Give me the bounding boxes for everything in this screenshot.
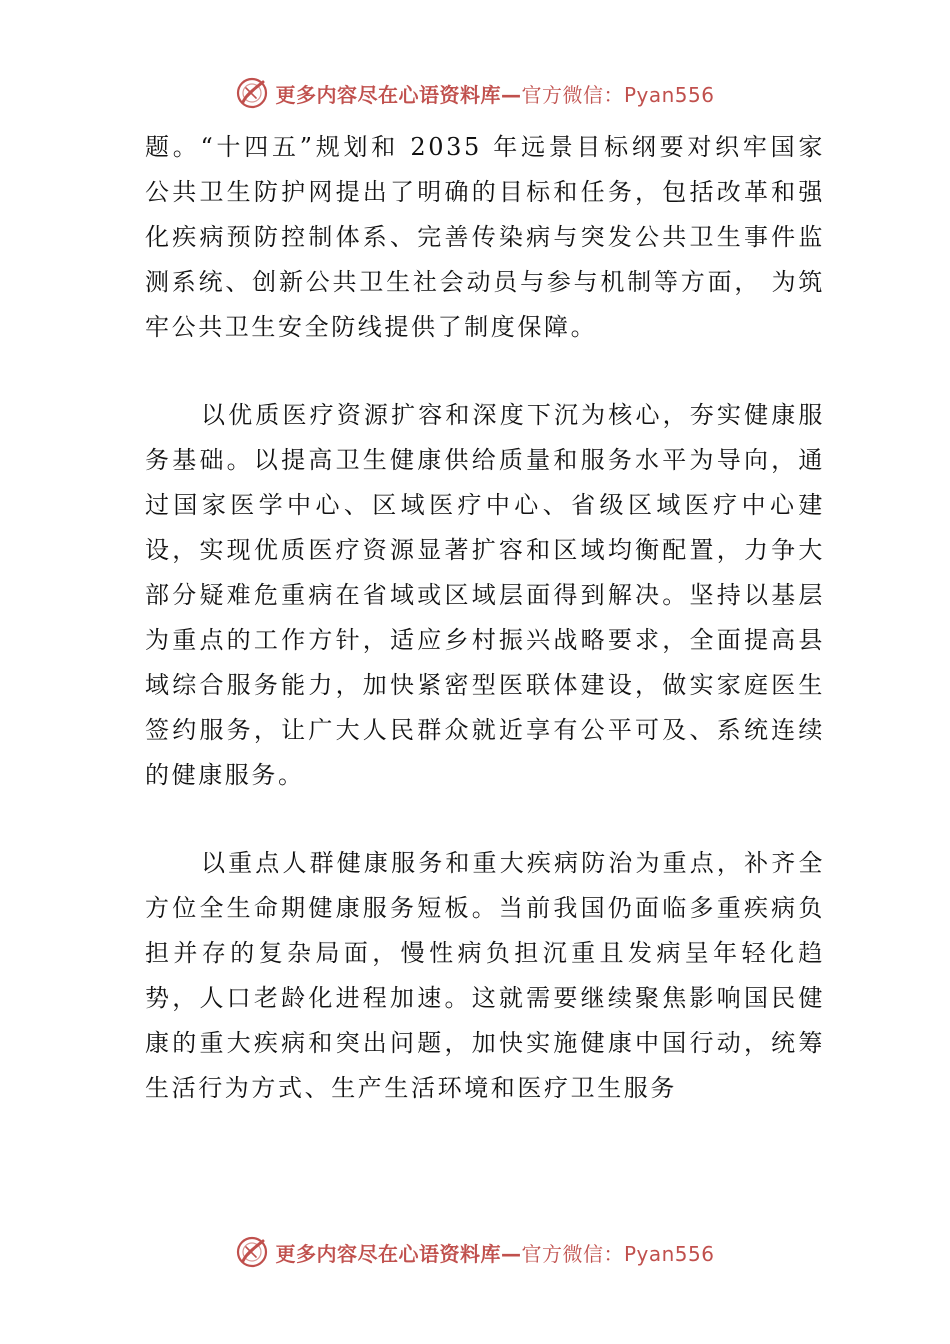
footer-watermark-text xyxy=(275,1238,714,1267)
footer-watermark-wechat: 官方微信：Pyan556 xyxy=(521,1241,715,1266)
paragraph-gap xyxy=(145,350,825,393)
header-watermark-text xyxy=(275,79,714,108)
body-paragraph-3: 以重点人群健康服务和重大疾病防治为重点，补齐全方位全生命期健康服务短板。当前我国仍面临多重疾病负担并存的复杂局面，慢性病负担沉重且发病呈年轻化趋势，人口老龄化进程加速。这就需要继续聚焦影响国民健康的重大疾病和突出问题，加快实施健康中国行动，统筹生活行为方式、生产生活环境和医疗卫生服务 xyxy=(145,849,825,1102)
document-body xyxy=(145,125,825,1111)
seal-logo-icon xyxy=(235,1235,269,1269)
header-watermark xyxy=(0,73,950,113)
footer-watermark xyxy=(0,1232,950,1272)
footer-watermark-slogan: 更多内容尽在心语资料库— xyxy=(275,1241,522,1266)
header-watermark-slogan: 更多内容尽在心语资料库— xyxy=(275,82,522,107)
paragraph-gap xyxy=(145,798,825,841)
body-paragraph-1: 题。“十四五”规划和 2035 年远景目标纲要对织牢国家公共卫生防护网提出了明确的目标和任务，包括改革和强化疾病预防控制体系、完善传染病与突发公共卫生事件监测系统、创新公共卫生社会动员与参与机制等方面， 为筑牢公共卫生安全防线提供了制度保障。 xyxy=(145,133,825,341)
header-watermark-wechat: 官方微信：Pyan556 xyxy=(521,82,715,107)
seal-logo-icon xyxy=(235,76,269,110)
body-paragraph-2: 以优质医疗资源扩容和深度下沉为核心，夯实健康服务基础。以提高卫生健康供给质量和服务水平为导向，通过国家医学中心、区域医疗中心、省级区域医疗中心建设，实现优质医疗资源显著扩容和区域均衡配置，力争大部分疑难危重病在省域或区域层面得到解决。坚持以基层为重点的工作方针，适应乡村振兴战略要求，全面提高县域综合服务能力，加快紧密型医联体建设，做实家庭医生签约服务，让广大人民群众就近享有公平可及、系统连续的健康服务。 xyxy=(145,401,825,789)
